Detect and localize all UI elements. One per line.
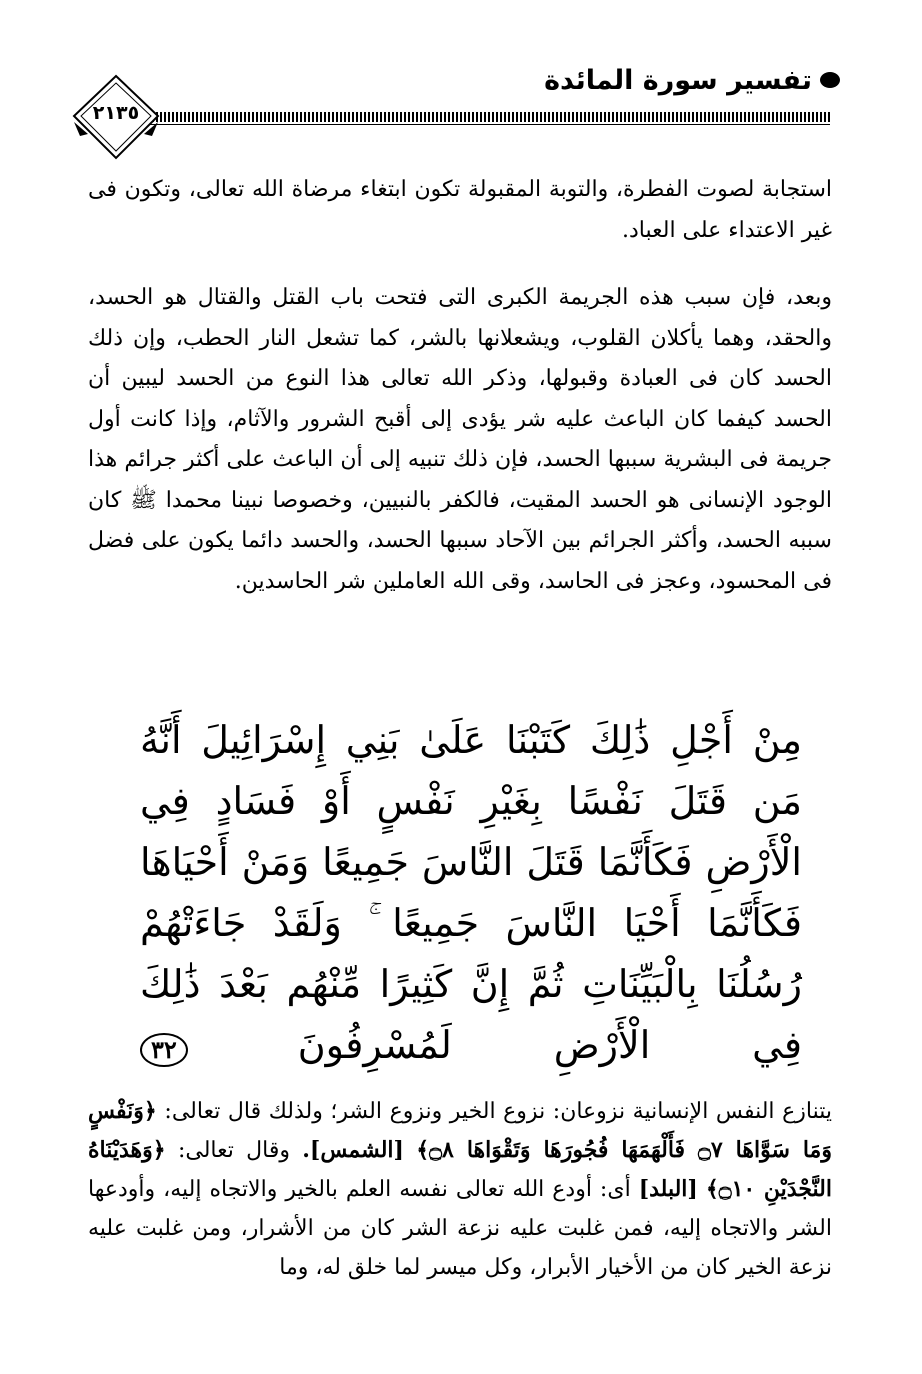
header-ornament-icon: [820, 72, 840, 88]
page-header: [0, 0, 922, 170]
verse-number-badge: ٣٢: [140, 1033, 188, 1067]
quran-verse: [140, 710, 802, 1076]
ref-shams: [الشمس].: [302, 1137, 404, 1163]
quote-shams: ﴿وَنَفْسٍ وَمَا سَوَّاهَا ۝٧ فَأَلْهَمَهَا فُجُورَهَا وَتَقْوَاهَا ۝٨﴾: [88, 1098, 832, 1163]
p3-mid: وقال تعالى:: [177, 1138, 290, 1163]
header-rule: [148, 112, 830, 122]
p3-intro: يتنازع النفس الإنسانية نزوعان: نزوع الخير ونزوع الشر؛ ولذلك قال تعالى:: [164, 1099, 832, 1124]
ref-balad: [البلد]: [638, 1176, 698, 1202]
verse-text: مِنْ أَجْلِ ذَٰلِكَ كَتَبْنَا عَلَىٰ بَنِي إِسْرَائِيلَ أَنَّهُ مَن قَتَلَ نَفْسًا بِغَيْرِ نَفْسٍ أَوْ فَسَادٍ فِي الْأَرْضِ فَكَأَنَّمَا قَتَلَ النَّاسَ جَمِيعًا وَمَنْ أَحْيَاهَا فَكَأَنَّمَا أَحْيَا النَّاسَ جَمِيعًا ۚ وَلَقَدْ جَاءَتْهُمْ رُسُلُنَا بِالْبَيِّنَاتِ ثُمَّ إِنَّ كَثِيرًا مِّنْهُم بَعْدَ ذَٰلِكَ فِي الْأَرْضِ لَمُسْرِفُونَ: [140, 718, 802, 1067]
quote-balad: ﴿وَهَدَيْنَاهُ النَّجْدَيْنِ ۝١٠﴾: [88, 1137, 832, 1202]
page-title: تفسير سورة المائدة: [544, 65, 812, 96]
header-rule-thin: [148, 124, 830, 125]
page-number: ٢١٣٥: [92, 102, 140, 124]
paragraph-2: وبعد، فإن سبب هذه الجريمة الكبرى التى فتحت باب القتل والقتال هو الحسد، والحقد، وهما يأكلان القلوب، ويشعلانها بالشر، كما تشعل النار الحطب، وإن ذلك الحسد كان فى العبادة وقبولها، وذكر الله تعالى هذا النوع من الحسد ليبين أن الحسد كيفما كان الباعث عليه شر يؤدى إلى أقبح الشرور والآثام، وإذا كانت أول جريمة فى البشرية سببها الحسد، فإن ذلك تنبيه إلى أن الباعث على أكثر جرائم هذا الوجود الإنسانى هو الحسد المقيت، فالكفر بالنبيين، وخصوصا نبينا محمدا ﷺ كان سببه الحسد، وأكثر الجرائم بين الآحاد سببها الحسد، والحسد دائما يكون على فضل فى المحسود، وعجز فى الحاسد، وقى الله العاملين شر الحاسدين.: [88, 285, 832, 594]
paragraph-1: استجابة لصوت الفطرة، والتوبة المقبولة تكون ابتغاء مرضاة الله تعالى، وتكون فى غير الاعتداء على العباد.: [88, 177, 832, 243]
p3-rest: أى: أودع الله تعالى نفسه العلم بالخير والاتجاه إليه، وأودعها الشر والاتجاه إليه، فمن غلبت عليه نزعة الشر كان من الأشرار، ومن غلبت عليه نزعة الخير كان من الأخيار الأبرار، وكل ميسر لما خلق له، وما: [88, 1177, 832, 1280]
paragraph-3: [88, 1092, 832, 1287]
